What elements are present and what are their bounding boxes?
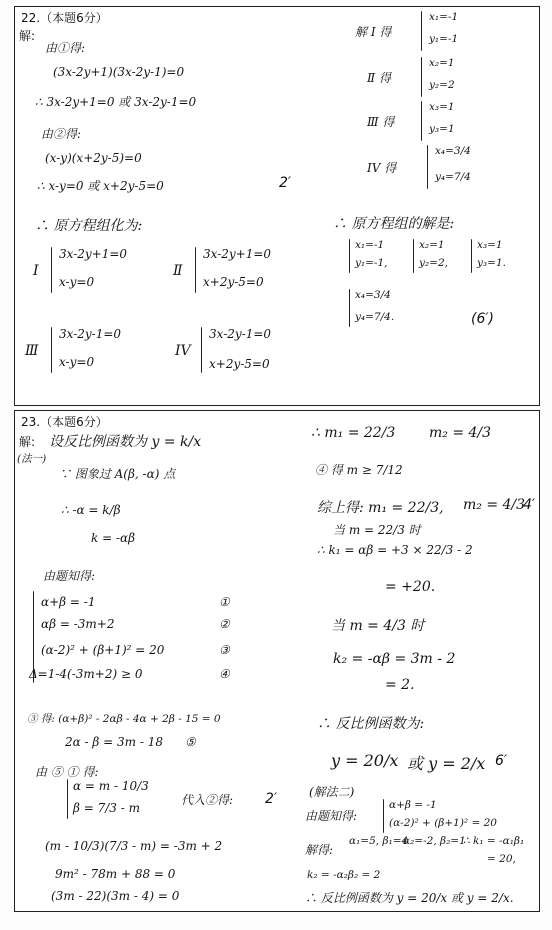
solution-IV-brace: [427, 145, 428, 189]
q23-r11: ∴ 反比例函数为:: [317, 716, 425, 732]
system-IV-eq1: 3x-2y-1=0: [209, 327, 272, 341]
q23-r23: k₂ = -α₂β₂ = 2: [307, 869, 381, 881]
system-II-roman: Ⅱ: [173, 263, 183, 279]
conc-set-4-x: x₄=3/4: [355, 289, 391, 301]
circ-3: ③: [219, 643, 230, 657]
q23-r14: (解法二): [309, 785, 355, 799]
q23-l6: αβ = -3m+2: [41, 617, 115, 631]
solution-III-y: y₃=1: [429, 123, 455, 135]
q22-header: 22.（本题6分）: [21, 11, 108, 25]
solution-III-brace: [421, 101, 422, 141]
q23-l5: α+β = -1: [41, 595, 96, 609]
conc-set-1-brace: [349, 239, 350, 273]
q23-r15: 由题知得:: [305, 809, 358, 823]
q23-l13: β = 7/3 - m: [73, 801, 140, 815]
q23-r21: ∴ k₁ = -α₁β₁: [463, 835, 525, 847]
conc-set-4-y: y₄=7/4.: [355, 311, 395, 323]
system-IV-roman: IV: [175, 343, 191, 359]
system-III-brace: [51, 327, 52, 373]
question-22-box: [14, 6, 540, 406]
q22-line-3: ∴ 3x-2y+1=0 或 3x-2y-1=0: [35, 95, 197, 109]
q22-line-4: 由②得:: [41, 127, 82, 141]
q23-r19: α₁=5, β₁=4: [349, 835, 409, 847]
solution-II-brace: [421, 57, 422, 97]
q23-mark-4: 4′: [523, 497, 536, 513]
q23-side-note: (法一): [17, 453, 47, 465]
q23-l1: ∵ 图象过 A(β, -α) 点: [59, 467, 176, 481]
conc-set-2-y: y₂=2,: [419, 257, 448, 269]
q23-l8: Δ=1-4(-3m+2) ≥ 0: [29, 667, 143, 681]
q23-r20: α₂=-2, β₂=1: [403, 835, 466, 847]
solution-II-x: x₂=1: [429, 57, 455, 69]
q23-r2: ④ 得 m ≥ 7/12: [315, 463, 403, 477]
q23-l17: (3m - 22)(3m - 4) = 0: [51, 889, 180, 903]
q23-r8: 当 m = 4/3 时: [331, 618, 425, 634]
q23-mark-6: 6′: [495, 753, 508, 769]
solution-I-label: 解 I 得: [355, 25, 392, 39]
solution-I-x: x₁=-1: [429, 11, 459, 23]
q23-l16: 9m² - 78m + 88 = 0: [55, 867, 176, 881]
conc-set-3-x: x₃=1: [477, 239, 503, 251]
system-I-eq2: x-y=0: [59, 275, 95, 289]
q22-line-7: ∴ 原方程组化为:: [35, 218, 143, 234]
solution-II-y: y₂=2: [429, 79, 455, 91]
conc-set-2-x: x₂=1: [419, 239, 445, 251]
system-III-roman: Ⅲ: [25, 343, 39, 359]
q23-r16: α+β = -1: [389, 799, 437, 811]
system-IV-eq2: x+2y-5=0: [209, 357, 270, 371]
system-II-eq2: x+2y-5=0: [203, 275, 264, 289]
q22-score-2: 2′: [279, 175, 292, 191]
q22-line-2: (3x-2y+1)(3x-2y-1)=0: [53, 65, 185, 79]
system-I-brace: [51, 247, 52, 293]
solution-II-label: Ⅱ 得: [367, 71, 391, 85]
q23-r18: 解得:: [305, 843, 334, 857]
system-I-eq1: 3x-2y+1=0: [59, 247, 128, 261]
solution-I-brace: [421, 11, 422, 51]
q23-jie: 解:: [19, 435, 36, 449]
q22-jie: 解:: [19, 29, 36, 43]
system-III-eq2: x-y=0: [59, 355, 95, 369]
circ-1: ①: [219, 595, 230, 609]
q22-line-6: ∴ x-y=0 或 x+2y-5=0: [37, 179, 164, 193]
q23-r17: (α-2)² + (β+1)² = 20: [389, 817, 497, 829]
q23-l15: (m - 10/3)(7/3 - m) = -3m + 2: [45, 839, 223, 853]
q23-r12: y = 20/x: [331, 751, 399, 770]
q23-r1: m₂ = 4/3: [429, 425, 492, 441]
system-IV-brace: [201, 327, 202, 373]
q23-r6: ∴ k₁ = αβ = +3 × 22/3 - 2: [317, 543, 473, 557]
solution-I-y: y₁=-1: [429, 33, 459, 45]
q23-r22: = 20,: [487, 853, 516, 865]
q23-r13: 或 y = 2/x: [407, 754, 486, 773]
conc-set-2-brace: [413, 239, 414, 273]
conc-set-1-y: y₁=-1,: [355, 257, 388, 269]
solution-IV-y: y₄=7/4: [435, 171, 471, 183]
q23-alt-brace: [383, 799, 384, 833]
q23-ab-brace: [67, 779, 68, 819]
q23-l7: (α-2)² + (β+1)² = 20: [41, 643, 165, 657]
q23-r3: 综上得: m₁ = 22/3,: [317, 500, 444, 516]
q22-line-1: 由①得:: [45, 41, 86, 55]
system-III-eq1: 3x-2y-1=0: [59, 327, 122, 341]
q23-l10: 2α - β = 3m - 18: [65, 735, 164, 749]
q23-r7: = +20.: [385, 579, 436, 595]
conc-set-3-brace: [471, 239, 472, 273]
q23-l9: ③ 得: (α+β)² - 2αβ - 4α + 2β - 15 = 0: [27, 713, 221, 725]
system-II-eq1: 3x-2y+1=0: [203, 247, 272, 261]
solution-IV-label: IV 得: [367, 161, 397, 175]
question-23-box: [14, 410, 540, 912]
q23-r5: 当 m = 22/3 时: [333, 523, 421, 537]
system-II-brace: [195, 247, 196, 293]
q23-r0: ∴ m₁ = 22/3: [311, 425, 396, 441]
q23-r24: ∴ 反比例函数为 y = 20/x 或 y = 2/x.: [305, 891, 514, 905]
q23-l2: ∴ -α = k/β: [61, 503, 121, 517]
conc-set-3-y: y₃=1.: [477, 257, 506, 269]
q23-l4: 由题知得:: [43, 569, 96, 583]
q23-l14: 代入②得:: [181, 793, 234, 807]
q23-mark-2: 2′: [265, 791, 278, 807]
circ-5: ⑤: [185, 735, 196, 749]
solution-IV-x: x₄=3/4: [435, 145, 471, 157]
q23-header: 23.（本题6分）: [21, 415, 108, 429]
q23-l0: 设反比例函数为 y = k/x: [49, 434, 202, 450]
q23-r10: = 2.: [385, 677, 415, 693]
q23-l12: α = m - 10/3: [73, 779, 149, 793]
q23-r9: k₂ = -αβ = 3m - 2: [333, 651, 456, 667]
q23-l3: k = -αβ: [91, 531, 136, 545]
solution-III-label: Ⅲ 得: [367, 115, 395, 129]
q22-conclusion: ∴ 原方程组的解是:: [333, 216, 455, 232]
circ-4: ④: [219, 667, 230, 681]
system-I-roman: I: [33, 263, 39, 279]
conc-set-1-x: x₁=-1: [355, 239, 385, 251]
q23-l11: 由 ⑤ ① 得:: [35, 765, 99, 779]
q23-r4: m₂ = 4/3: [463, 497, 526, 513]
circ-2: ②: [219, 617, 230, 631]
q22-final-mark: (6′): [471, 311, 495, 327]
conc-set-4-brace: [349, 289, 350, 327]
q22-line-5: (x-y)(x+2y-5)=0: [45, 151, 142, 165]
solution-III-x: x₃=1: [429, 101, 455, 113]
